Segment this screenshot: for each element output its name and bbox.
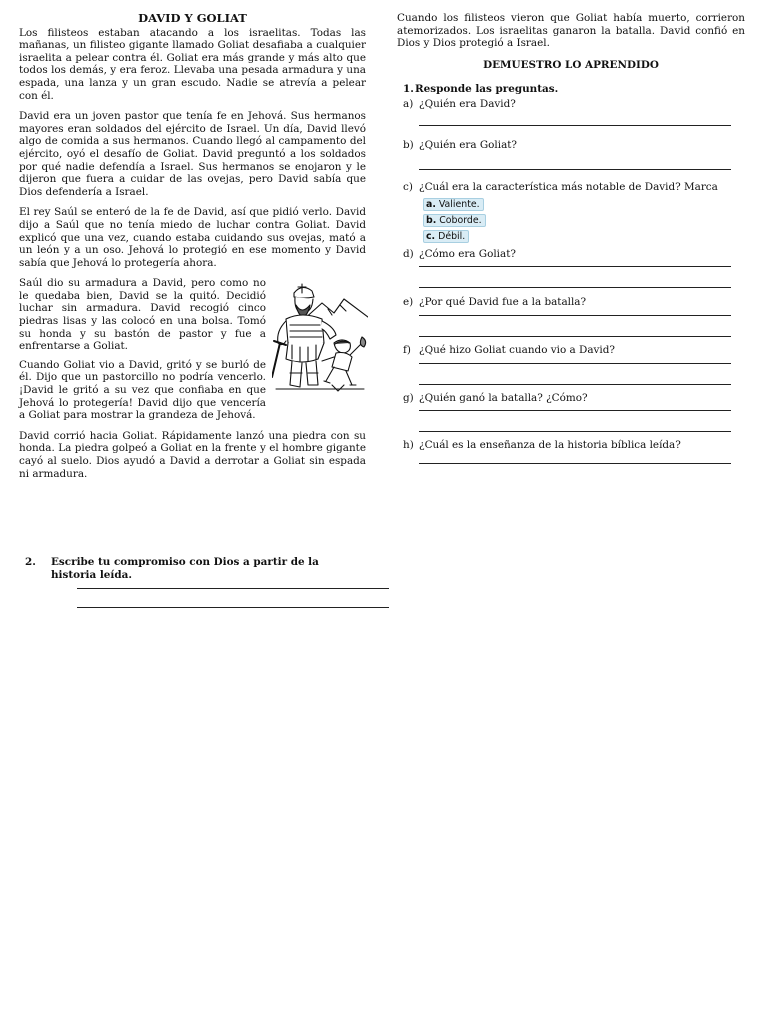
question-letter: f)	[403, 343, 411, 356]
story-paragraph-5: Cuando Goliat vio a David, gritó y se burló de él. Dijo que un pastorcillo no podría vencerlo. ¡David le gritó a su vez que confiaba en que Jehová lo protegería! David dijo que vencería a Goliat para mostrar la grandeza de Jehová.	[19, 358, 266, 422]
option-text: Coborde.	[439, 214, 482, 226]
question-letter: e)	[403, 296, 414, 309]
question-1-header	[403, 83, 745, 96]
question-2-text: Escribe tu compromiso con Dios a partir de la historia leída.	[51, 556, 319, 581]
answer-line[interactable]	[419, 286, 731, 288]
question-text: ¿Quién era Goliat?	[419, 138, 518, 151]
story-column	[19, 12, 366, 488]
story-paragraph-7: Cuando los filisteos vieron que Goliat había muerto, corrieron atemorizados. Los israelitas ganaron la batalla. David confió en Dios y Dios protegió a Israel.	[397, 12, 745, 50]
activity-title: DEMUESTRO LO APRENDIDO	[483, 58, 659, 71]
question-d	[403, 248, 745, 261]
question-text: ¿Qué hizo Goliat cuando vio a David?	[419, 343, 615, 356]
answer-line[interactable]	[419, 430, 731, 432]
answer-line[interactable]	[77, 606, 389, 608]
david-goliath-illustration	[272, 281, 368, 395]
option-b[interactable]	[423, 214, 486, 227]
answer-line[interactable]	[419, 124, 731, 126]
option-letter: b.	[426, 214, 437, 226]
answer-line[interactable]	[77, 587, 389, 589]
option-letter: c.	[426, 230, 436, 242]
option-text: Valiente.	[438, 198, 480, 210]
question-f	[403, 344, 745, 357]
answer-options	[423, 198, 745, 243]
option-a[interactable]	[423, 198, 484, 211]
question-text: ¿Cómo era Goliat?	[419, 247, 516, 260]
question-letter: h)	[403, 439, 414, 452]
question-letter: b)	[403, 138, 414, 151]
question-h	[403, 439, 745, 452]
question-letter: c)	[403, 181, 413, 194]
question-text: ¿Quién ganó la batalla? ¿Cómo?	[419, 391, 588, 404]
question-1-title: Responde las preguntas.	[415, 83, 559, 96]
question-text: ¿Por qué David fue a la batalla?	[419, 296, 587, 309]
story-title: DAVID Y GOLIAT	[138, 11, 247, 25]
activity-column	[397, 12, 745, 464]
answer-line[interactable]	[419, 265, 731, 267]
question-text: ¿Cuál es la enseñanza de la historia bíblica leída?	[419, 439, 681, 452]
option-c[interactable]	[423, 230, 469, 243]
story-paragraph-4	[19, 277, 366, 353]
story-paragraph-2: David era un joven pastor que tenía fe en Jehová. Sus hermanos mayores eran soldados del ejército de Israel. Un día, David llevó algo de comida a sus hermanos. Cuando llegó al campamento del ejército, oyó el desafío de Goliat. David preguntó a los soldados por qué nadie defendía a Israel. Sus hermanos se enojaron y le dijeron que fuera a cuidar de las ovejas, pero David sabía que Dios defendería a Israel.	[19, 110, 366, 198]
question-e	[403, 296, 745, 309]
question-b	[403, 139, 745, 152]
answer-line[interactable]	[419, 335, 731, 337]
answer-line[interactable]	[419, 383, 731, 385]
answer-line[interactable]	[419, 314, 731, 316]
question-c	[403, 181, 745, 194]
question-letter: g)	[403, 391, 414, 404]
question-letter: d)	[403, 247, 414, 260]
question-text: ¿Quién era David?	[419, 97, 516, 110]
question-2-number: 2.	[25, 556, 36, 568]
question-a	[403, 98, 745, 111]
option-text: Débil.	[438, 230, 466, 242]
story-paragraph-4-text: Saúl dio su armadura a David, pero como no le quedaba bien, David se la quitó. Decidió luchar sin armadura. David recogió cinco piedras lisas y las colocó en una bolsa. Tomó su honda y su bastón de pastor y fue a enfrentarse a Goliat.	[19, 277, 266, 353]
question-text: ¿Cuál era la característica más notable de David? Marca	[419, 181, 718, 194]
question-1-number: 1.	[403, 83, 414, 96]
answer-line[interactable]	[419, 462, 731, 464]
story-paragraph-6: David corrió hacia Goliat. Rápidamente lanzó una piedra con su honda. La piedra golpeó a Goliat en la frente y el hombre gigante cayó al suelo. Dios ayudó a David a derrotar a Goliat sin espada ni armadura.	[19, 429, 366, 480]
answer-line[interactable]	[419, 168, 731, 170]
question-2-header	[25, 556, 365, 581]
story-paragraph-1: Los filisteos estaban atacando a los israelitas. Todas las mañanas, un filisteo gigante llamado Goliat desafiaba a cualquier israelita a pelear contra él. Goliat era más grande y más alto que todos los demás, y era feroz. Llevaba una pesada armadura y una espada, una lanza y un gran escudo. Nadie se atrevía a pelear con él.	[19, 26, 366, 102]
answer-line[interactable]	[419, 409, 731, 411]
answer-line[interactable]	[419, 362, 731, 364]
question-letter: a)	[403, 97, 414, 110]
story-paragraph-3: El rey Saúl se enteró de la fe de David, así que pidió verlo. David dijo a Saúl que no tenía miedo de luchar contra Goliat. David explicó que una vez, cuando estaba cuidando sus ovejas, mató a un león y a un oso. Jehová lo protegió en ese momento y David sabía que Jehová lo protegería ahora.	[19, 206, 366, 269]
option-letter: a.	[426, 198, 436, 210]
question-g	[403, 392, 745, 405]
question-2	[25, 556, 365, 608]
